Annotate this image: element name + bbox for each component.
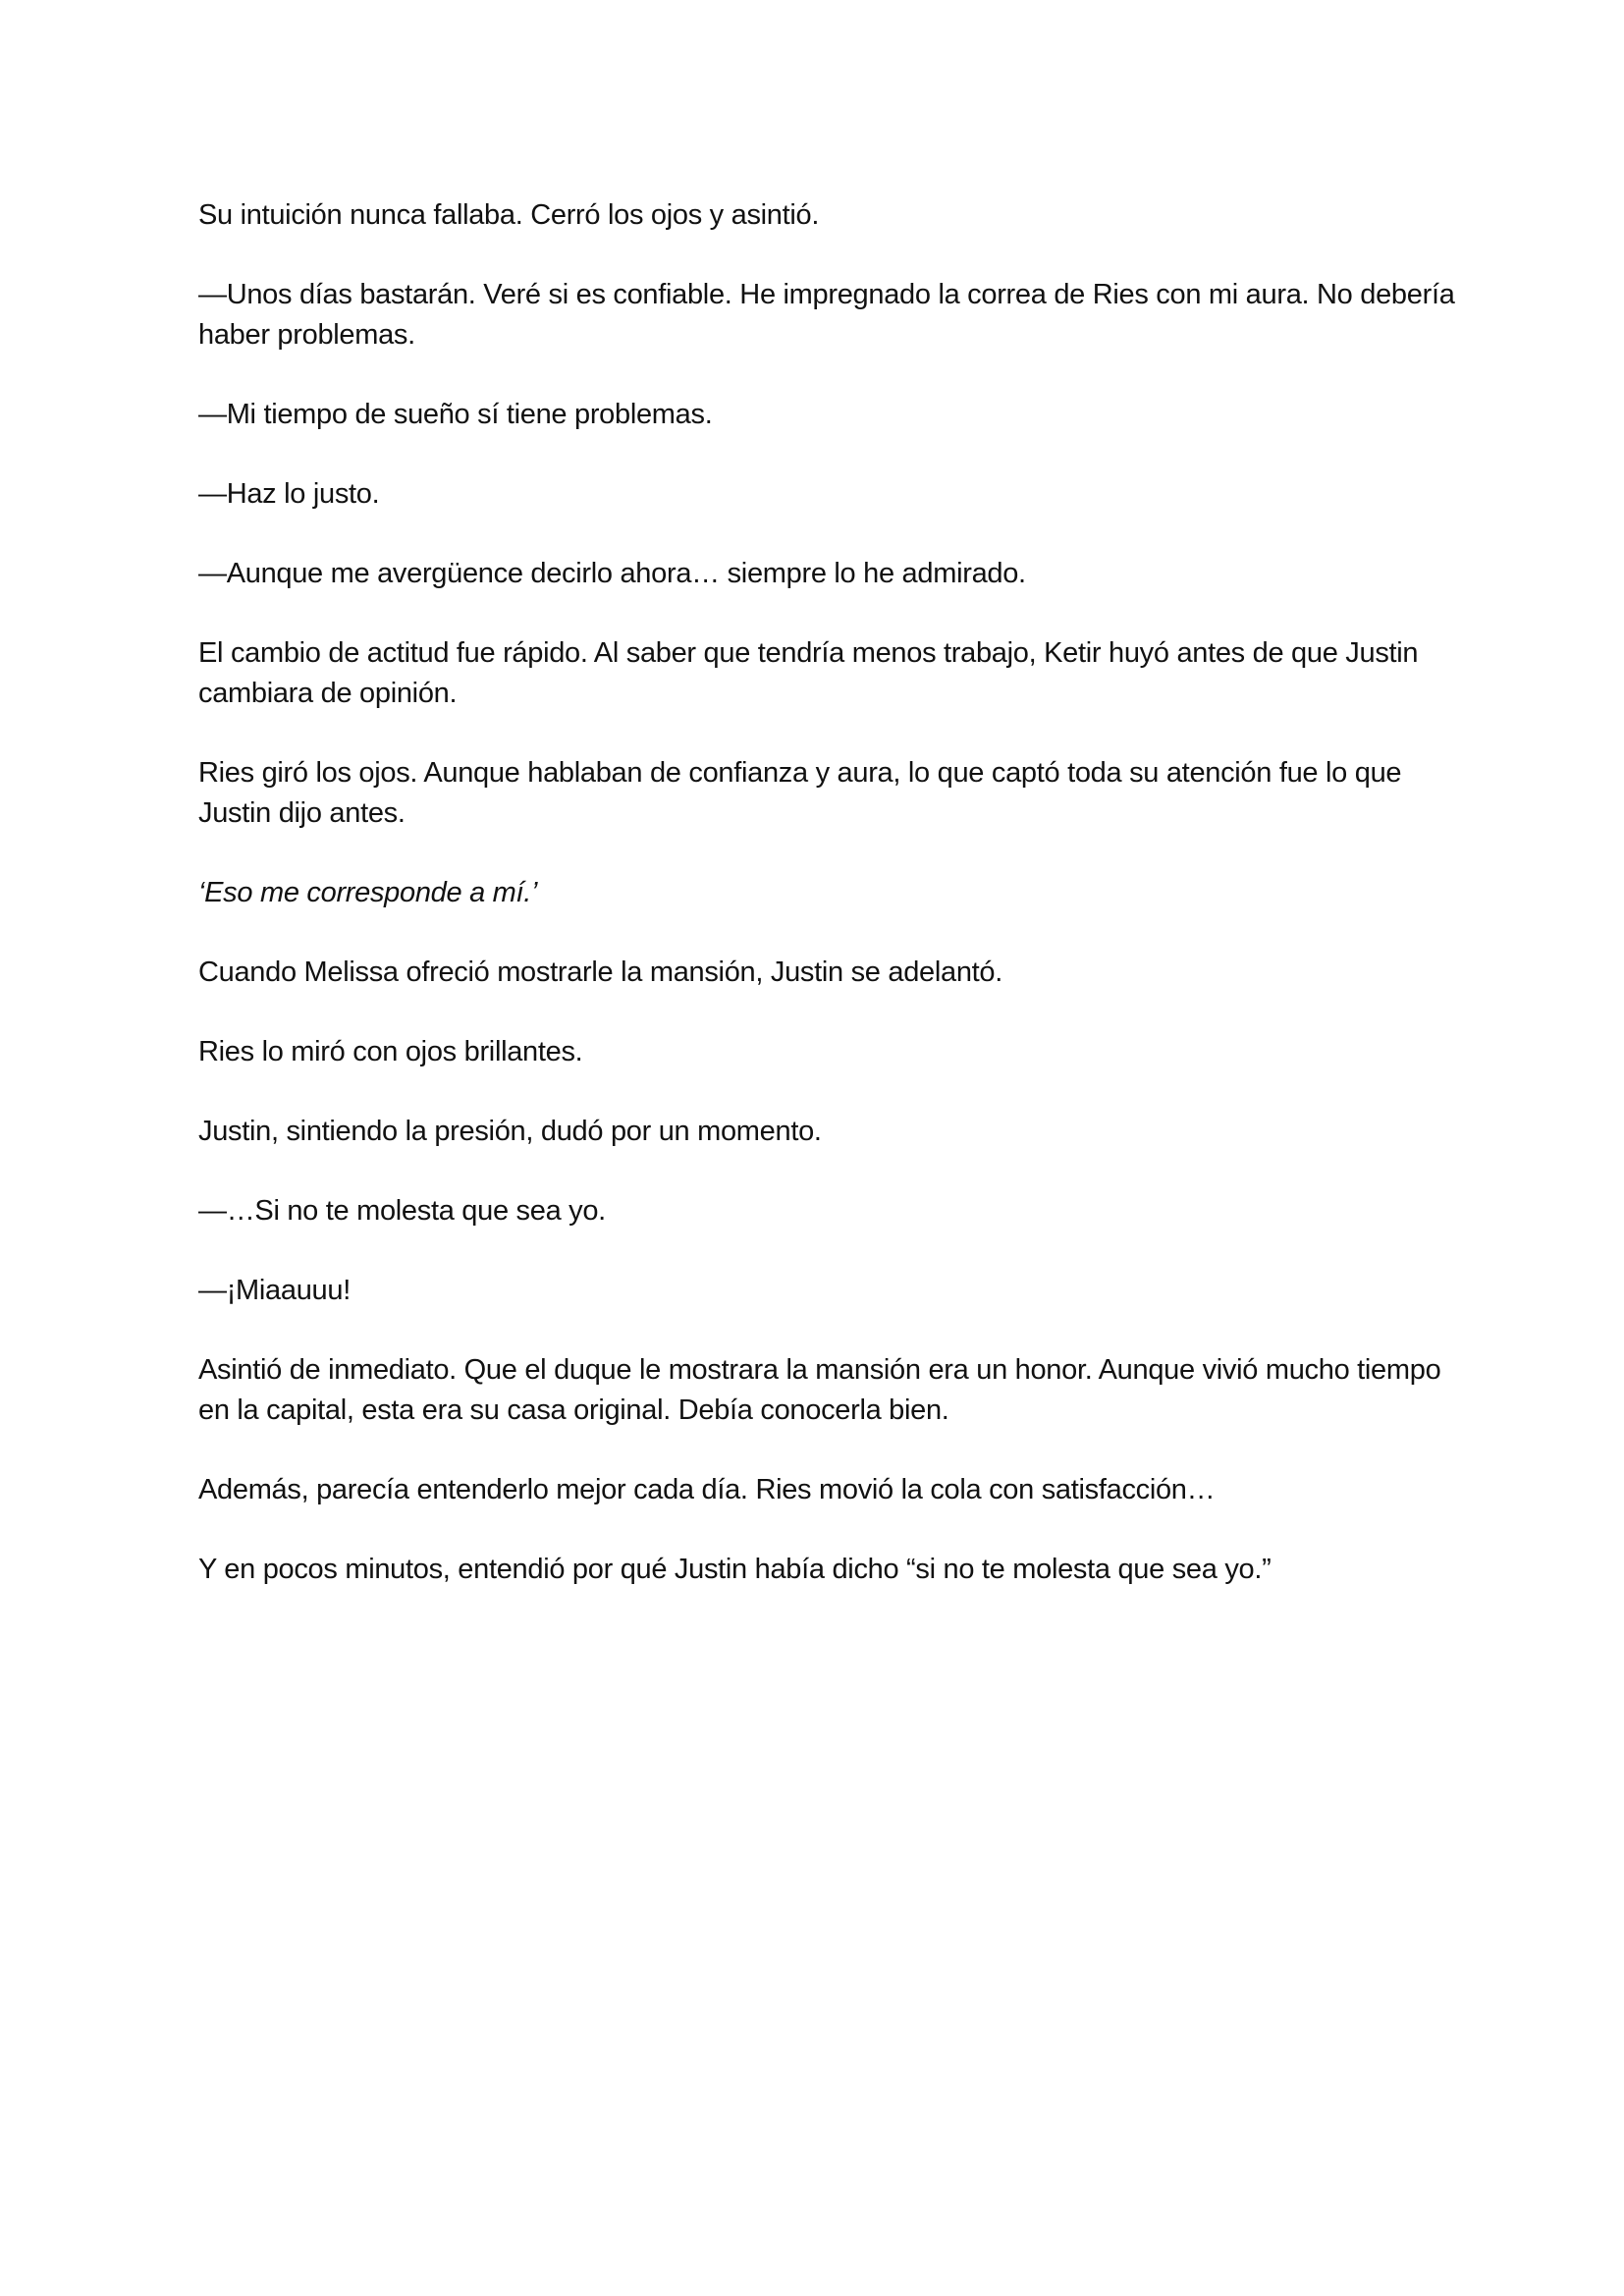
body-text bbox=[198, 195, 1465, 1629]
paragraph: —…Si no te molesta que sea yo. bbox=[198, 1195, 606, 1227]
paragraph: Asintió de inmediato. Que el duque le mostrara la mansión era un honor. Aunque vivió mucho tiempo en la capital, esta era su casa original. Debía conocerla bien. bbox=[198, 1354, 1441, 1426]
paragraph: —Haz lo justo. bbox=[198, 478, 380, 510]
paragraph: —Mi tiempo de sueño sí tiene problemas. bbox=[198, 399, 713, 430]
paragraph: Justin, sintiendo la presión, dudó por un momento. bbox=[198, 1116, 822, 1147]
paragraph: —Aunque me avergüence decirlo ahora… siempre lo he admirado. bbox=[198, 558, 1026, 589]
paragraph: El cambio de actitud fue rápido. Al saber que tendría menos trabajo, Ketir huyó antes de que Justin cambiara de opinión. bbox=[198, 637, 1419, 709]
paragraph: —Unos días bastarán. Veré si es confiable. He impregnado la correa de Ries con mi aura. No debería haber problemas. bbox=[198, 279, 1455, 351]
paragraph: Su intuición nunca fallaba. Cerró los ojos y asintió. bbox=[198, 199, 820, 231]
paragraph: Ries lo miró con ojos brillantes. bbox=[198, 1036, 583, 1067]
italic-thought: ‘Eso me corresponde a mí.’ bbox=[198, 877, 538, 908]
paragraph: —¡Miaauuu! bbox=[198, 1275, 351, 1306]
paragraph: Cuando Melissa ofreció mostrarle la mansión, Justin se adelantó. bbox=[198, 957, 1002, 988]
paragraph: Ries giró los ojos. Aunque hablaban de confianza y aura, lo que captó toda su atención fue lo que Justin dijo antes. bbox=[198, 757, 1402, 829]
paragraph: Y en pocos minutos, entendió por qué Justin había dicho “si no te molesta que sea yo.” bbox=[198, 1554, 1272, 1585]
paragraph: Además, parecía entenderlo mejor cada día. Ries movió la cola con satisfacción… bbox=[198, 1474, 1216, 1505]
